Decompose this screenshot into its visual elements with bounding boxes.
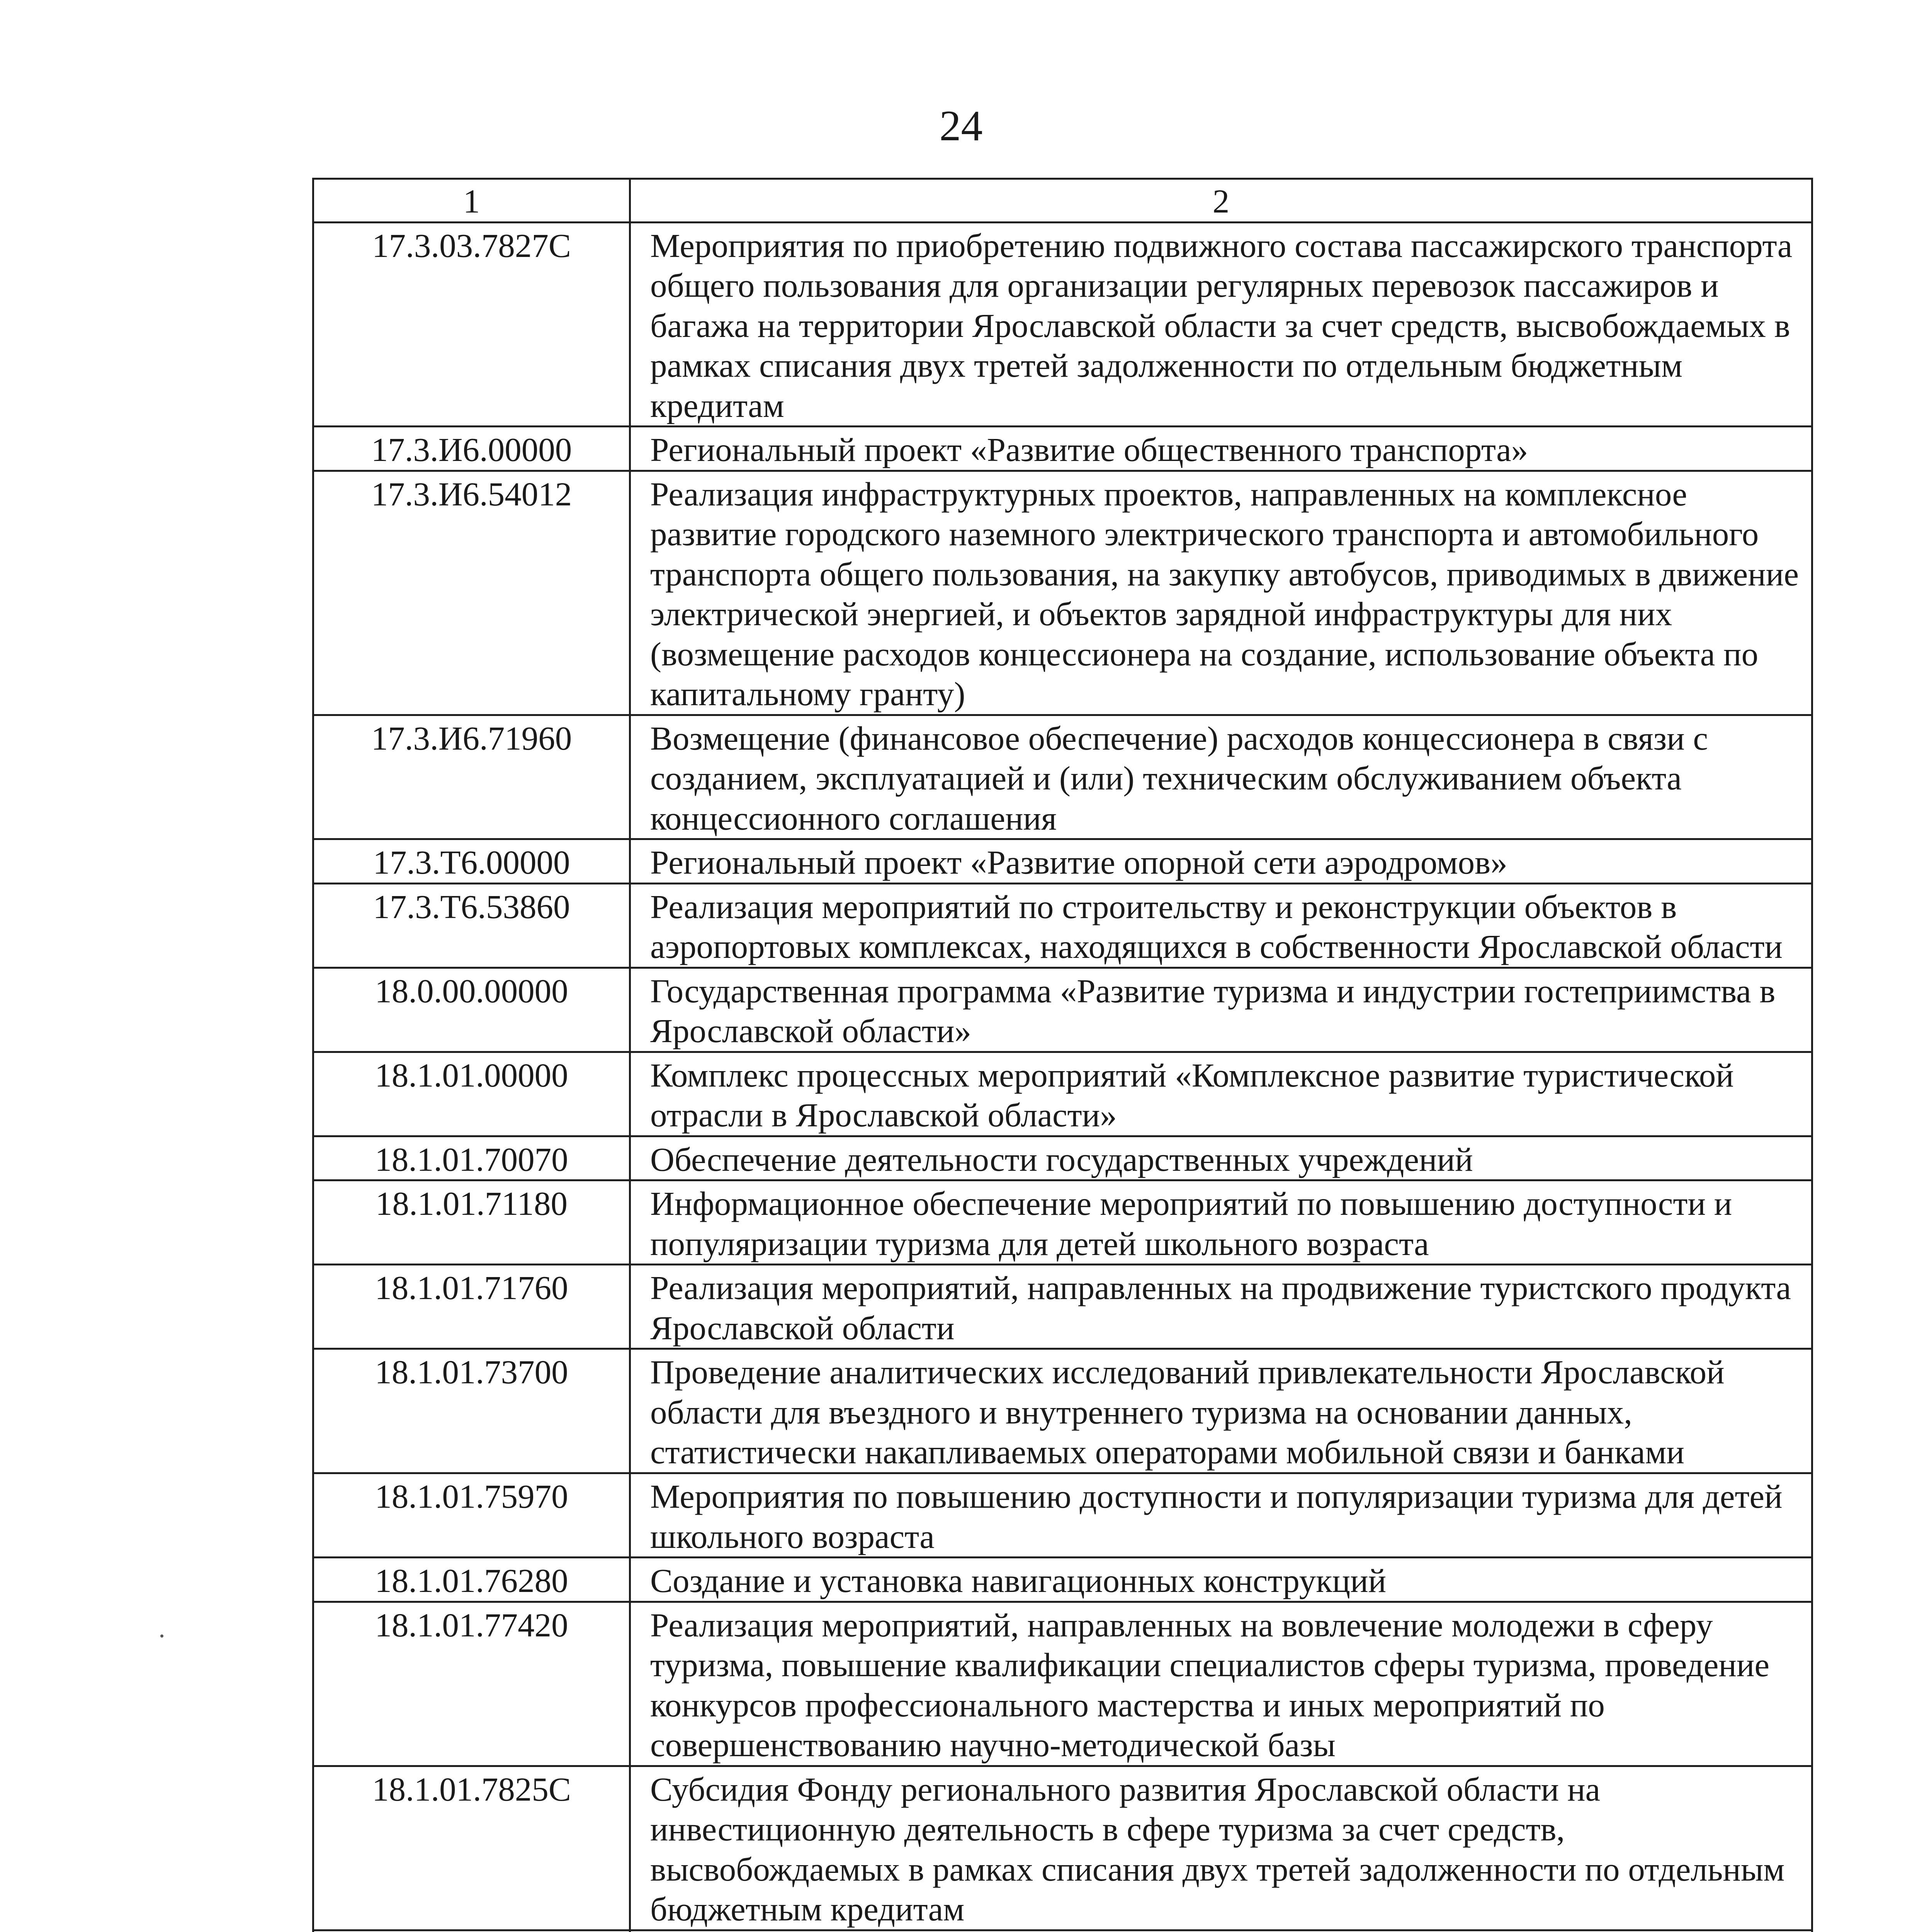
- row-code: 18.1.01.73700: [313, 1349, 630, 1473]
- row-name: Реализация мероприятий, направленных на продвижение туристского продукта Ярославской области: [630, 1265, 1812, 1349]
- row-code: 17.3.И6.54012: [313, 471, 630, 715]
- row-code: 18.1.01.71760: [313, 1265, 630, 1349]
- table-row: [313, 1558, 1812, 1602]
- table-row: [313, 222, 1812, 427]
- table-row: [313, 1265, 1812, 1349]
- row-name: Региональный проект «Развитие общественного транспорта»: [630, 427, 1812, 471]
- row-name: Субсидия Фонду регионального развития Ярославской области на инвестиционную деятельность в сфере туризма за счет средств, высвобождаемых в рамках списания двух третей задолженности по отдельным бюджетным кредитам: [630, 1766, 1812, 1930]
- page-number: 24: [939, 102, 983, 150]
- table-row: [313, 839, 1812, 884]
- row-code: 17.3.И6.71960: [313, 715, 630, 839]
- row-name: Информационное обеспечение мероприятий по повышению доступности и популяризации туризма для детей школьного возраста: [630, 1180, 1812, 1265]
- row-name: Региональный проект «Развитие опорной сети аэродромов»: [630, 839, 1812, 884]
- row-code: 18.1.01.75970: [313, 1473, 630, 1557]
- row-code: 17.3.И6.00000: [313, 427, 630, 471]
- row-name: Реализация мероприятий по строительству и реконструкции объектов в аэропортовых комплексах, находящихся в собственности Ярославской области: [630, 883, 1812, 968]
- row-code: 18.1.01.7825С: [313, 1766, 630, 1930]
- row-name: [630, 1930, 1812, 1932]
- row-code: 18.1.01.77420: [313, 1602, 630, 1766]
- row-code: 18.1.01.70070: [313, 1136, 630, 1180]
- table-row: [313, 427, 1812, 471]
- row-code: 18.1.01.76280: [313, 1558, 630, 1602]
- table-row: [313, 1136, 1812, 1180]
- row-name: Обеспечение деятельности государственных учреждений: [630, 1136, 1812, 1180]
- row-name: Государственная программа «Развитие туризма и индустрии гостеприимства в Ярославской области»: [630, 968, 1812, 1052]
- table-row: [313, 1180, 1812, 1265]
- row-code: 18.1.01.00000: [313, 1052, 630, 1136]
- row-code: 17.3.03.7827С: [313, 222, 630, 427]
- row-code: 18.0.00.00000: [313, 968, 630, 1052]
- row-code: 17.3.Т6.00000: [313, 839, 630, 884]
- row-name: Проведение аналитических исследований привлекательности Ярославской области для въездного и внутреннего туризма на основании данных, статистически накапливаемых операторами мобильной связи и банками: [630, 1349, 1812, 1473]
- row-name: Комплекс процессных мероприятий «Комплексное развитие туристической отрасли в Ярославской области»: [630, 1052, 1812, 1136]
- row-name: Мероприятия по приобретению подвижного состава пассажирского транспорта общего пользования для организации регулярных перевозок пассажиров и багажа на территории Ярославской области за счет средств, высвобождаемых в рамках списания двух третей задолженности по отдельным бюджетным кредитам: [630, 222, 1812, 427]
- row-code: 18.1.01.71180: [313, 1180, 630, 1265]
- row-name: Возмещение (финансовое обеспечение) расходов концессионера в связи с созданием, эксплуатацией и (или) техническим обслуживанием объекта концессионного соглашения: [630, 715, 1812, 839]
- column-header-name: 2: [630, 179, 1812, 223]
- table-header-row: [313, 179, 1812, 223]
- row-name: Реализация инфраструктурных проектов, направленных на комплексное развитие городского наземного электрического транспорта и автомобильного транспорта общего пользования, на закупку автобусов, приводимых в движение электрической энергией, и объектов зарядной инфраструктуры для них (возмещение расходов концессионера на создание, использование объекта по капитальному гранту): [630, 471, 1812, 715]
- row-name: Реализация мероприятий, направленных на вовлечение молодежи в сферу туризма, повышение квалификации специалистов сферы туризма, проведение конкурсов профессионального мастерства и иных мероприятий по совершенствованию научно-методической базы: [630, 1602, 1812, 1766]
- table-row: [313, 1473, 1812, 1557]
- row-code: 17.3.Т6.53860: [313, 883, 630, 968]
- scan-speck: [160, 1634, 163, 1638]
- table-row: [313, 715, 1812, 839]
- table-row: [313, 1602, 1812, 1766]
- table-row: [313, 1349, 1812, 1473]
- table-row: [313, 883, 1812, 968]
- row-name: Мероприятия по повышению доступности и популяризации туризма для детей школьного возраста: [630, 1473, 1812, 1557]
- table-row: [313, 471, 1812, 715]
- table-row: [313, 1052, 1812, 1136]
- row-name: Создание и установка навигационных конструкций: [630, 1558, 1812, 1602]
- table-row: [313, 1930, 1812, 1932]
- table-row: [313, 968, 1812, 1052]
- column-header-code: 1: [313, 179, 630, 223]
- row-code: [313, 1930, 630, 1932]
- table-row: [313, 1766, 1812, 1930]
- budget-classification-table: [312, 178, 1813, 1932]
